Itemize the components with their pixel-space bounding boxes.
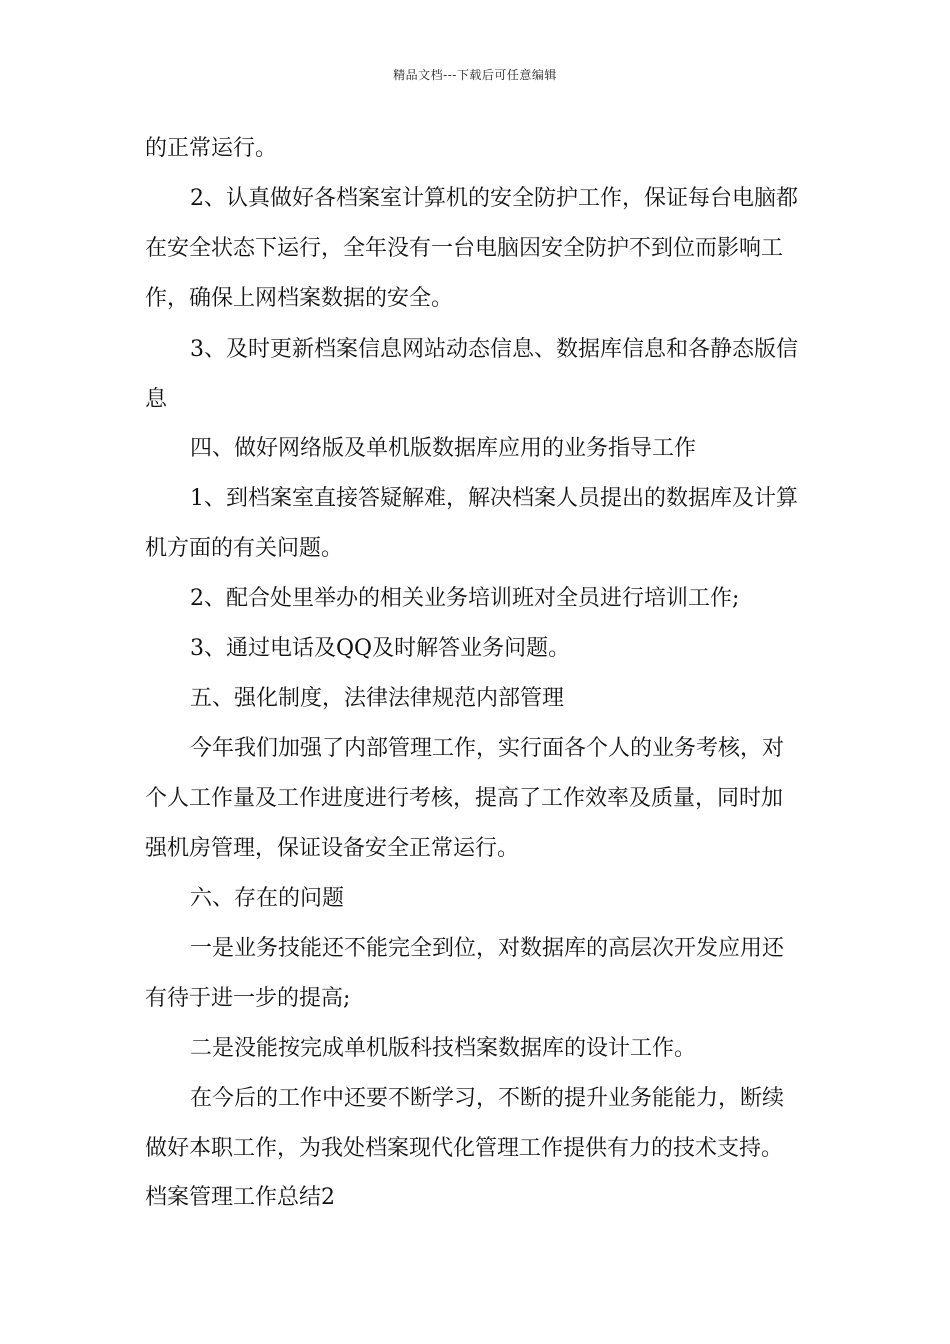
section-heading: 六、存在的问题 [190,886,345,911]
body-line: 在安全状态下运行，全年没有一台电脑因安全防护不到位而影响工 [145,236,784,261]
body-line: 有待于进一步的提高; [145,986,351,1011]
body-line: 一是业务技能还不能完全到位，对数据库的高层次开发应用还 [190,936,785,961]
body-line: 今年我们加强了内部管理工作，实行面各个人的业务考核，对 [190,736,785,761]
body-line: 在今后的工作中还要不断学习，不断的提升业务能能力，断续 [190,1086,785,1111]
section-heading: 四、做好网络版及单机版数据库应用的业务指导工作 [190,436,697,461]
body-line: 1、到档案室直接答疑解难，解决档案人员提出的数据库及计算 [190,486,798,511]
body-line: 2、认真做好各档案室计算机的安全防护工作，保证每台电脑都 [190,186,798,211]
document-title: 档案管理工作总结2 [145,1185,335,1210]
body-line: 2、配合处里举办的相关业务培训班对全员进行培训工作; [190,586,740,611]
body-line: 个人工作量及工作进度进行考核，提高了工作效率及质量，同时加 [145,786,784,811]
body-line: 机方面的有关问题。 [145,536,344,561]
body-line: 强机房管理，保证设备安全正常运行。 [145,836,520,861]
body-line: 息 [145,387,168,412]
body-line: 3、通过电话及QQ及时解答业务问题。 [190,636,571,661]
body-line: 3、及时更新档案信息网站动态信息、数据库信息和各静态版信 [190,337,798,362]
body-line: 二是没能按完成单机版科技档案数据库的设计工作。 [190,1036,697,1061]
body-line: 作，确保上网档案数据的安全。 [145,286,454,311]
body-line: 的正常运行。 [145,136,278,161]
section-heading: 五、强化制度，法律法律规范内部管理 [190,686,565,711]
body-line: 做好本职工作，为我处档案现代化管理工作提供有力的技术支持。 [145,1136,784,1161]
page-header: 精品文档---下载后可任意编辑 [393,68,557,82]
